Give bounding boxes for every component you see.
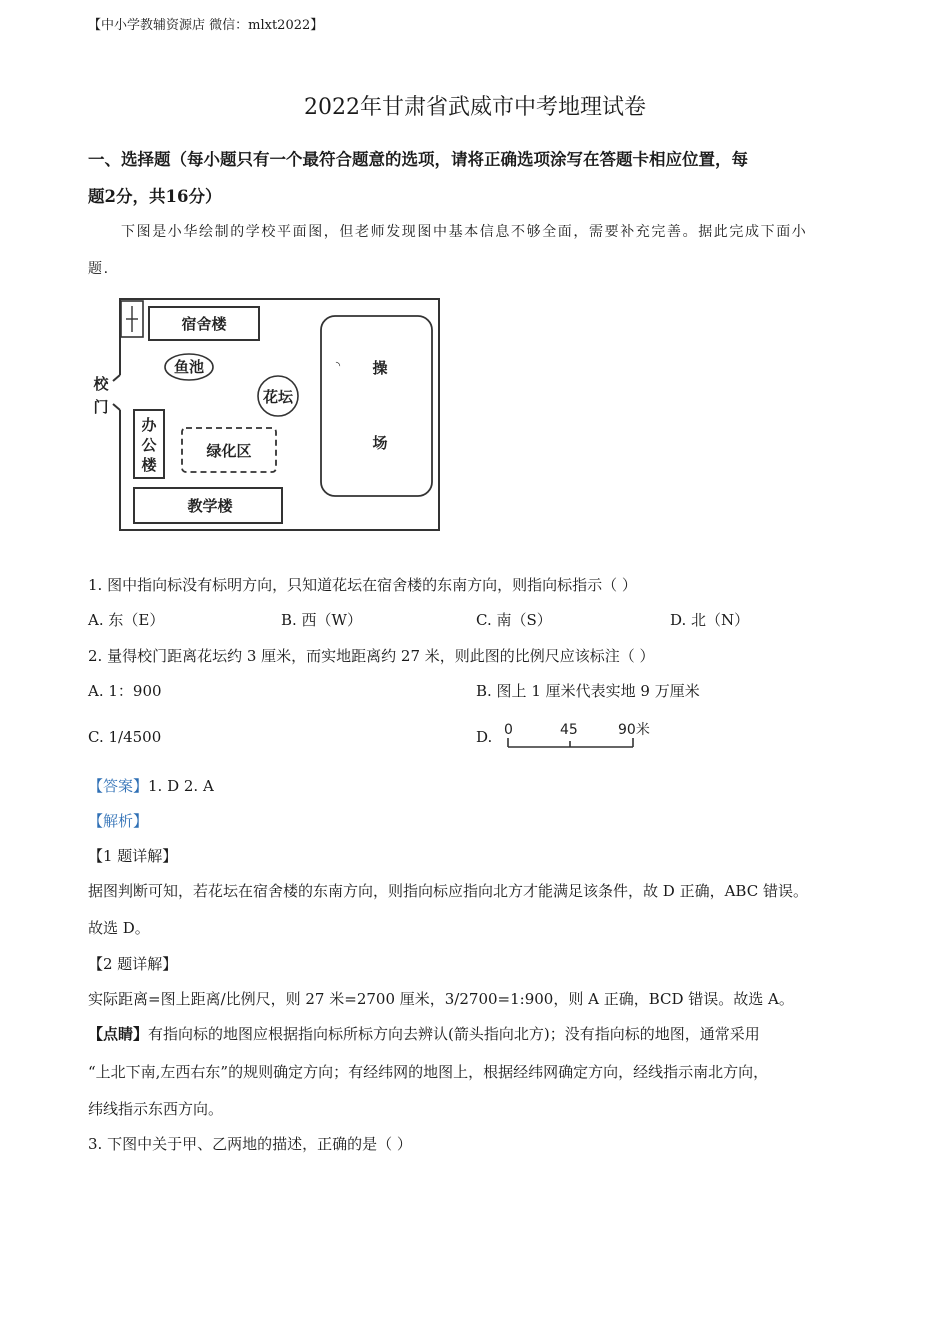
fishpond-label: 鱼池 (173, 358, 205, 376)
q1-stem: 1. 图中指向标没有标明方向，只知道花坛在宿舍楼的东南方向，则指向标指示（ ） (88, 576, 637, 594)
q2-option-a[interactable]: A. 1：900 (88, 682, 162, 700)
scale-label-45: 45 (560, 722, 578, 738)
detail1-line1: 据图判断可知，若花坛在宿舍楼的东南方向，则指向标应指向北方才能满足该条件，故 D 正确，ABC 错误。 (88, 882, 808, 900)
scale-bar-lines (508, 738, 633, 747)
page-title: 2022年甘肃省武威市中考地理试卷 (304, 95, 646, 120)
q1-option-c[interactable]: C. 南（S） (476, 611, 552, 629)
intro-line2: 题. (88, 261, 110, 277)
answer-line (88, 775, 214, 796)
q1-option-a[interactable]: A. 东（E） (88, 611, 165, 629)
office-label-3: 楼 (141, 456, 157, 474)
scale-label-90: 90米 (618, 722, 650, 738)
q2-stem: 2. 量得校门距离花坛约 3 厘米，而实地距离约 27 米，则此图的比例尺应该标注（ ） (88, 647, 655, 665)
tip-line2: “上北下南,左西右东”的规则确定方向；有经纬网的地图上，根据经纬网确定方向，经线指示南北方向， (88, 1063, 769, 1081)
q1-option-b[interactable]: B. 西（W） (281, 611, 362, 629)
office-label-1: 办 (141, 416, 157, 434)
gate-label-2: 门 (93, 398, 109, 416)
detail1-label: 【1 题详解】 (88, 847, 178, 865)
scale-bar (500, 714, 660, 754)
school-plan-map (88, 292, 448, 537)
q2-option-c[interactable]: C. 1/4500 (88, 728, 162, 746)
playground-label-1: 操 (372, 359, 388, 377)
office-label-2: 公 (141, 436, 157, 454)
section-heading-line1: 一、选择题（每小题只有一个最符合题意的选项，请将正确选项涂写在答题卡相应位置，每 (88, 150, 748, 169)
tip-line3: 纬线指示东西方向。 (88, 1100, 224, 1118)
playground (321, 316, 432, 496)
tip-label: 【点睛】 (88, 1025, 149, 1043)
scale-label-0: 0 (504, 722, 513, 738)
detail2-label: 【2 题详解】 (88, 955, 178, 973)
detail1-line2: 故选 D。 (88, 919, 150, 937)
answer-label: 【答案】 (88, 777, 149, 795)
analysis-label: 【解析】 (88, 812, 149, 830)
q2-option-d[interactable]: D. (476, 728, 493, 746)
playground-mark: ◝ (335, 359, 341, 372)
gate-label-1: 校 (93, 375, 109, 393)
green-zone-label: 绿化区 (206, 442, 252, 460)
q2-option-b[interactable]: B. 图上 1 厘米代表实地 9 万厘米 (476, 682, 700, 700)
detail2-line1: 实际距离=图上距离/比例尺，则 27 米=2700 厘米，3/2700=1:900，则 A 正确，BCD 错误。故选 A。 (88, 990, 794, 1008)
playground-label-2: 场 (372, 434, 388, 452)
answer-text: 1. D 2. A (148, 777, 214, 795)
gate-mark-top (113, 375, 120, 381)
q3-stem: 3. 下图中关于甲、乙两地的描述，正确的是（ ） (88, 1135, 412, 1153)
north-arrow-icon (126, 306, 138, 332)
tip-line1 (88, 1023, 760, 1044)
flowerbed-label: 花坛 (262, 388, 294, 406)
section-heading-line2: 题2分，共16分） (88, 187, 222, 206)
dorm-label: 宿舍楼 (181, 315, 227, 333)
page-header: 【中小学教辅资源店 微信：mlxt2022】 (88, 18, 324, 33)
intro-line1: 下图是小华绘制的学校平面图，但老师发现图中基本信息不够全面，需要补充完善。据此完成下面小 (121, 224, 808, 240)
teaching-label: 教学楼 (187, 497, 233, 515)
tip-text1: 有指向标的地图应根据指向标所标方向去辨认(箭头指向北方)；没有指向标的地图，通常采用 (148, 1025, 760, 1043)
gate-mark-bottom (113, 404, 120, 410)
q1-option-d[interactable]: D. 北（N） (670, 611, 750, 629)
